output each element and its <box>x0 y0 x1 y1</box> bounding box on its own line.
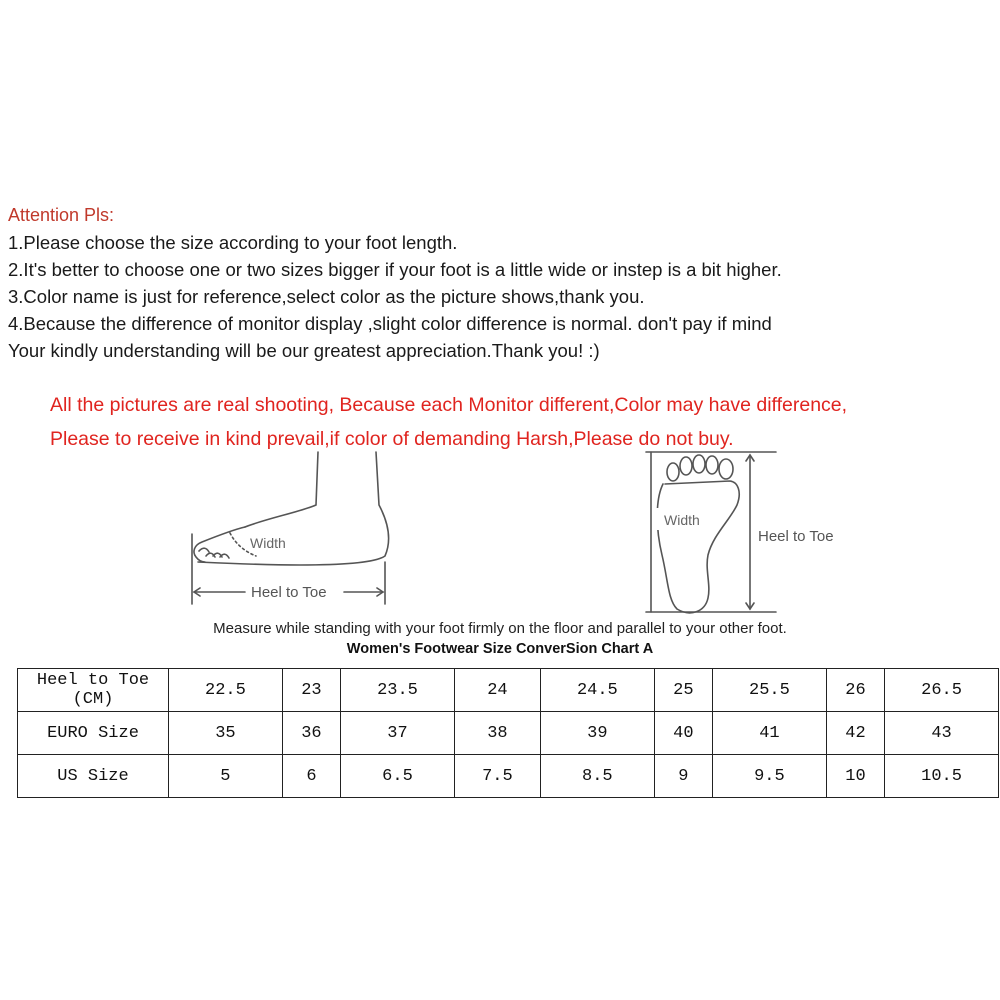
side-view-foot-illustration <box>192 452 389 604</box>
table-cell: 9.5 <box>713 755 827 798</box>
table-cell: 37 <box>341 712 455 755</box>
table-cell: 26 <box>826 669 884 712</box>
foot-measure-diagram <box>0 440 1000 630</box>
sole-width-label: Width <box>664 512 700 528</box>
attention-notice <box>8 202 993 364</box>
table-cell: 23 <box>282 669 340 712</box>
table-cell: 25.5 <box>713 669 827 712</box>
table-cell: 22.5 <box>169 669 283 712</box>
table-cell: 43 <box>885 712 999 755</box>
table-cell: 39 <box>540 712 654 755</box>
notice-line-5: Your kindly understanding will be our greatest appreciation.Thank you! :) <box>8 340 600 361</box>
warning-line-1: All the pictures are real shooting, Because each Monitor different,Color may have difference, <box>50 394 848 416</box>
table-cell: 35 <box>169 712 283 755</box>
row-header: EURO Size <box>18 712 169 755</box>
table-cell: 9 <box>654 755 712 798</box>
side-length-label: Heel to Toe <box>251 584 327 601</box>
table-cell: 26.5 <box>885 669 999 712</box>
warning-line-2: Please to receive in kind prevail,if color of demanding Harsh,Please do not buy. <box>50 428 734 450</box>
table-cell: 8.5 <box>540 755 654 798</box>
table-cell: 23.5 <box>341 669 455 712</box>
table-cell: 7.5 <box>454 755 540 798</box>
table-cell: 25 <box>654 669 712 712</box>
table-row <box>18 755 999 798</box>
notice-line-2: 2.It's better to choose one or two sizes bigger if your foot is a little wide or instep is a bit higher. <box>8 259 782 280</box>
table-cell: 5 <box>169 755 283 798</box>
table-cell: 41 <box>713 712 827 755</box>
table-cell: 6 <box>282 755 340 798</box>
side-width-label: Width <box>250 535 286 551</box>
notice-title: Attention Pls: <box>8 205 115 225</box>
table-cell: 10.5 <box>885 755 999 798</box>
notice-line-3: 3.Color name is just for reference,select color as the picture shows,thank you. <box>8 286 645 307</box>
measure-instruction: Measure while standing with your foot firmly on the floor and parallel to your other foot. <box>213 620 787 637</box>
table-cell: 10 <box>826 755 884 798</box>
table-cell: 40 <box>654 712 712 755</box>
sole-length-label: Heel to Toe <box>758 528 834 545</box>
table-cell: 24.5 <box>540 669 654 712</box>
table-row <box>18 669 999 712</box>
row-header: Heel to Toe (CM) <box>18 669 169 712</box>
row-header: US Size <box>18 755 169 798</box>
table-cell: 36 <box>282 712 340 755</box>
table-row <box>18 712 999 755</box>
notice-line-1: 1.Please choose the size according to your foot length. <box>8 232 458 253</box>
table-cell: 6.5 <box>341 755 455 798</box>
table-cell: 24 <box>454 669 540 712</box>
table-cell: 42 <box>826 712 884 755</box>
size-conversion-table <box>17 668 999 798</box>
size-chart-title: Women's Footwear Size ConverSion Chart A <box>346 641 654 657</box>
table-cell: 38 <box>454 712 540 755</box>
notice-line-4: 4.Because the difference of monitor display ,slight color difference is normal. don't pay if mind <box>8 313 772 334</box>
